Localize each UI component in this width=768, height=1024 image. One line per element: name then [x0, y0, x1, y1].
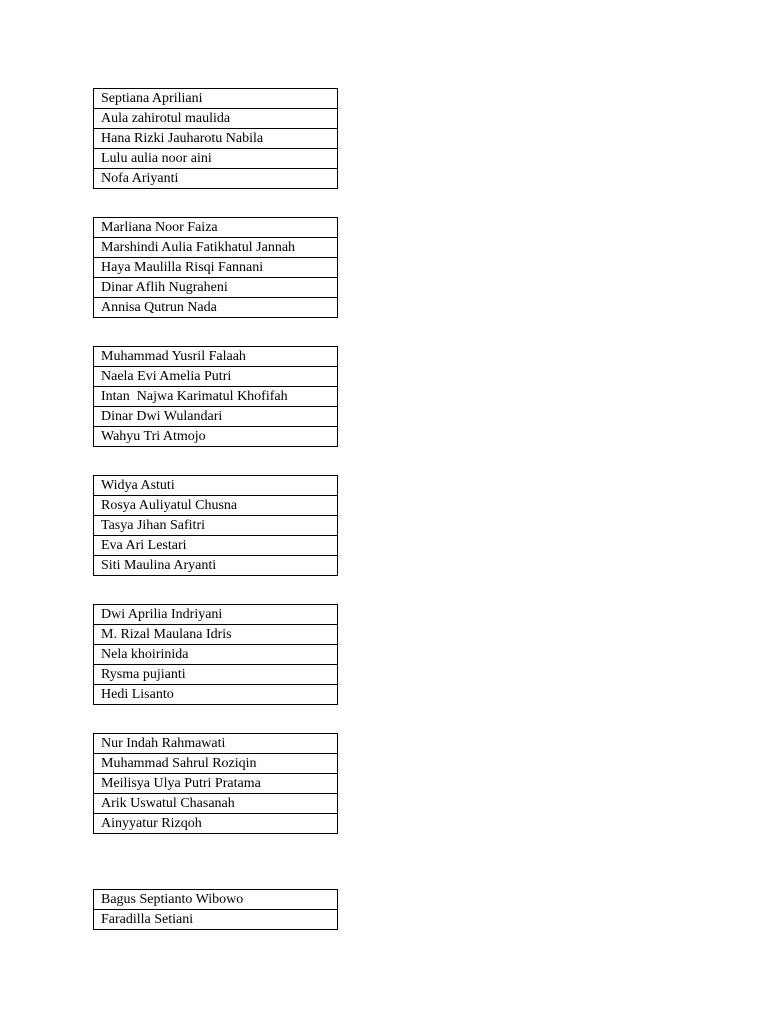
table-row [94, 516, 338, 536]
name-group-1 [93, 88, 338, 189]
name-cell: Siti Maulina Aryanti [94, 556, 338, 576]
table-row [94, 536, 338, 556]
table-row [94, 734, 338, 754]
name-cell: Nela khoirinida [94, 645, 338, 665]
table-row [94, 496, 338, 516]
name-group-6 [93, 733, 338, 834]
table-row [94, 387, 338, 407]
table-row [94, 258, 338, 278]
name-cell: Arik Uswatul Chasanah [94, 794, 338, 814]
table-row [94, 665, 338, 685]
name-cell: Nur Indah Rahmawati [94, 734, 338, 754]
name-group-2 [93, 217, 338, 318]
name-group-4 [93, 475, 338, 576]
name-cell: Tasya Jihan Safitri [94, 516, 338, 536]
name-cell: Bagus Septianto Wibowo [94, 890, 338, 910]
table-row [94, 89, 338, 109]
table-row [94, 298, 338, 318]
table-row [94, 476, 338, 496]
name-cell: Ainyyatur Rizqoh [94, 814, 338, 834]
table-row [94, 625, 338, 645]
table-row [94, 814, 338, 834]
table-row [94, 218, 338, 238]
table-row [94, 407, 338, 427]
name-cell: Meilisya Ulya Putri Pratama [94, 774, 338, 794]
name-cell: Intan Najwa Karimatul Khofifah [94, 387, 338, 407]
name-cell: Muhammad Sahrul Roziqin [94, 754, 338, 774]
name-cell: Annisa Qutrun Nada [94, 298, 338, 318]
table-row [94, 238, 338, 258]
name-cell: M. Rizal Maulana Idris [94, 625, 338, 645]
table-row [94, 754, 338, 774]
table-row [94, 169, 338, 189]
table-row [94, 129, 338, 149]
table-row [94, 794, 338, 814]
name-cell: Faradilla Setiani [94, 910, 338, 930]
name-cell: Hedi Lisanto [94, 685, 338, 705]
name-cell: Aula zahirotul maulida [94, 109, 338, 129]
table-row [94, 685, 338, 705]
name-cell: Marliana Noor Faiza [94, 218, 338, 238]
table-row [94, 645, 338, 665]
name-group-3 [93, 346, 338, 447]
table-row [94, 605, 338, 625]
name-cell: Wahyu Tri Atmojo [94, 427, 338, 447]
name-group-5 [93, 604, 338, 705]
table-row [94, 347, 338, 367]
name-cell: Septiana Apriliani [94, 89, 338, 109]
name-cell: Dwi Aprilia Indriyani [94, 605, 338, 625]
name-group-7 [93, 889, 338, 930]
table-row [94, 149, 338, 169]
name-cell: Naela Evi Amelia Putri [94, 367, 338, 387]
name-cell: Lulu aulia noor aini [94, 149, 338, 169]
name-cell: Dinar Dwi Wulandari [94, 407, 338, 427]
name-cell: Rosya Auliyatul Chusna [94, 496, 338, 516]
name-cell: Haya Maulilla Risqi Fannani [94, 258, 338, 278]
name-cell: Eva Ari Lestari [94, 536, 338, 556]
name-cell: Muhammad Yusril Falaah [94, 347, 338, 367]
name-cell: Widya Astuti [94, 476, 338, 496]
table-row [94, 774, 338, 794]
name-cell: Dinar Aflih Nugraheni [94, 278, 338, 298]
name-cell: Nofa Ariyanti [94, 169, 338, 189]
table-row [94, 278, 338, 298]
table-row [94, 556, 338, 576]
table-row [94, 109, 338, 129]
table-row [94, 427, 338, 447]
name-cell: Marshindi Aulia Fatikhatul Jannah [94, 238, 338, 258]
table-row [94, 367, 338, 387]
name-cell: Rysma pujianti [94, 665, 338, 685]
table-row [94, 910, 338, 930]
name-cell: Hana Rizki Jauharotu Nabila [94, 129, 338, 149]
table-row [94, 890, 338, 910]
